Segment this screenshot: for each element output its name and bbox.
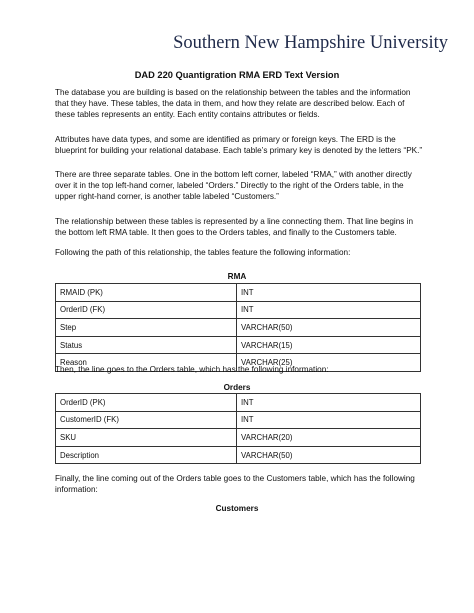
orders-intro-paragraph: Then, the line goes to the Orders table, which has the following information: (55, 365, 329, 374)
field-name-cell: Reason (56, 354, 237, 372)
path-paragraph: Following the path of this relationship, the tables feature the following information: (55, 248, 351, 257)
field-type-cell: VARCHAR(50) (237, 319, 421, 337)
orders-table (55, 393, 421, 464)
field-name-cell: Step (56, 319, 237, 337)
field-name-cell: OrderID (FK) (56, 301, 237, 319)
attributes-paragraph: Attributes have data types, and some are identified as primary or foreign keys. The ERD is the blueprint for building your relational database. Each table’s primary key is denoted by the letters “PK.” (55, 135, 423, 156)
field-name-cell: SKU (56, 429, 237, 447)
field-name-cell: Description (56, 446, 237, 464)
field-name-cell: RMAID (PK) (56, 284, 237, 302)
field-type-cell: INT (237, 394, 421, 412)
orders-table-caption: Orders (223, 383, 251, 392)
field-type-cell: VARCHAR(50) (237, 446, 421, 464)
field-type-cell: VARCHAR(15) (237, 336, 421, 354)
field-type-cell: INT (237, 284, 421, 302)
university-logo: Southern New Hampshire University (173, 33, 448, 53)
field-name-cell: CustomerID (FK) (56, 411, 237, 429)
table-row (56, 284, 421, 302)
table-row (56, 429, 421, 447)
rma-table (55, 283, 421, 372)
field-type-cell: INT (237, 411, 421, 429)
rma-table-caption: RMA (227, 272, 247, 281)
table-row (56, 446, 421, 464)
tables-paragraph: There are three separate tables. One in the bottom left corner, labeled “RMA,” with another directly over it in the top left-hand corner, labeled “Orders.” Directly to the right of the Orders table, in the upper right-hand corner, is another table labeled “Customers.” (55, 170, 412, 202)
field-type-cell: VARCHAR(20) (237, 429, 421, 447)
field-name-cell: Status (56, 336, 237, 354)
customers-intro-paragraph: Finally, the line coming out of the Orders table goes to the Customers table, which has the following information: (55, 474, 415, 495)
field-type-cell: VARCHAR(25) (237, 354, 421, 372)
customers-table-caption: Customers (215, 504, 259, 513)
intro-paragraph: The database you are building is based on the relationship between the tables and the information that they have. These tables, the data in them, and how they relate are described below. Each of these tables represents an entity. Each entity contains attributes or fields. (55, 88, 411, 120)
document-title: DAD 220 Quantigration RMA ERD Text Version (134, 70, 340, 80)
relationship-paragraph: The relationship between these tables is represented by a line connecting them. That line begins in the bottom left RMA table. It then goes to the Orders tables, and finally to the Customers table. (55, 217, 414, 238)
table-row (56, 394, 421, 412)
field-name-cell: OrderID (PK) (56, 394, 237, 412)
table-row (56, 336, 421, 354)
table-row (56, 301, 421, 319)
table-row (56, 411, 421, 429)
field-type-cell: INT (237, 301, 421, 319)
table-row (56, 319, 421, 337)
